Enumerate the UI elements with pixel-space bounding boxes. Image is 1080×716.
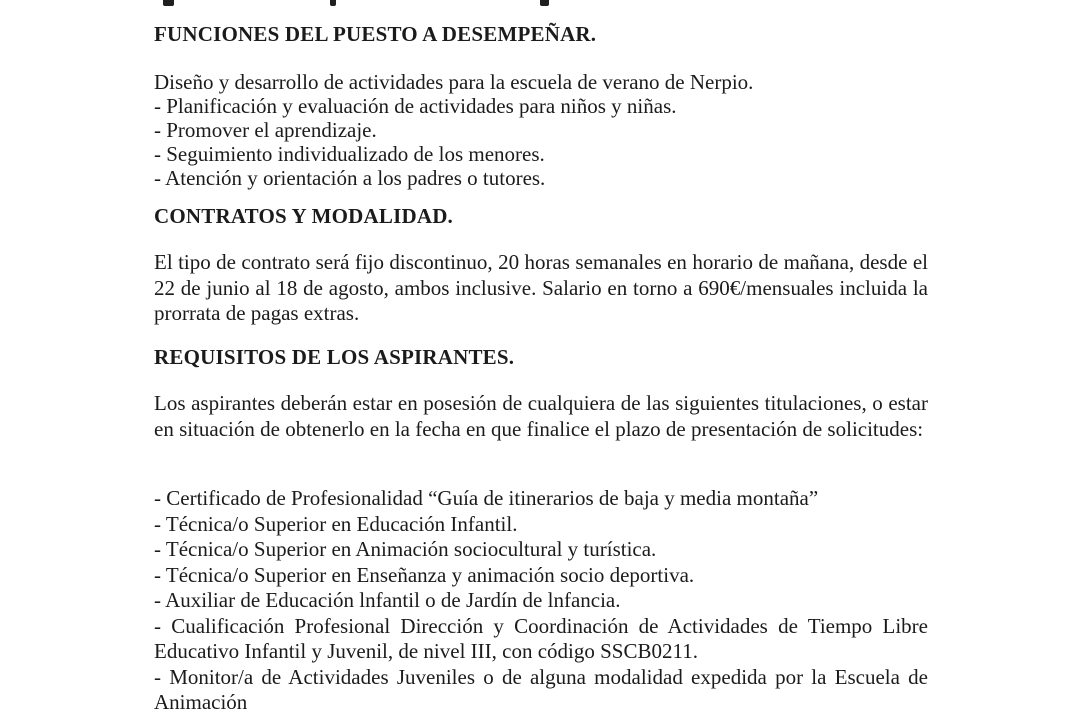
cut-off-text-fragment [540, 0, 549, 6]
list-item: - Atención y orientación a los padres o tutores. [154, 166, 546, 190]
list-item: - Técnica/o Superior en Enseñanza y animación socio deportiva. [154, 562, 695, 587]
list-item: - Certificado de Profesionalidad “Guía de itinerarios de baja y media montaña” [154, 486, 819, 510]
requisitos-list [154, 486, 928, 716]
cut-off-text-fragment [330, 0, 336, 6]
cut-off-text-fragment [163, 0, 174, 6]
section-heading-contratos: CONTRATOS Y MODALIDAD. [154, 204, 454, 228]
funciones-list [154, 70, 928, 190]
list-item: - Planificación y evaluación de actividades para niños y niñas. [154, 94, 677, 118]
list-item: - Técnica/o Superior en Animación sociocultural y turística. [154, 537, 657, 561]
list-item: - Auxiliar de Educación lnfantil o de Jardín de lnfancia. [154, 588, 621, 612]
list-item: - Cualificación Profesional Dirección y Coordinación de Actividades de Tiempo Libre Educativo Infantil y Juvenil, de nivel III, con código SSCB0211. [154, 613, 928, 663]
contratos-paragraph: El tipo de contrato será fijo discontinuo, 20 horas semanales en horario de mañana, desde el 22 de junio al 18 de agosto, ambos inclusive. Salario en torno a 690€/mensuales incluida la prorrata de pagas extras. [154, 250, 928, 325]
paragraph-line: Diseño y desarrollo de actividades para la escuela de verano de Nerpio. [154, 70, 754, 94]
list-item: - Promover el aprendizaje. [154, 118, 377, 142]
section-heading-requisitos: REQUISITOS DE LOS ASPIRANTES. [154, 345, 515, 369]
list-item: - Seguimiento individualizado de los menores. [154, 142, 545, 166]
requisitos-paragraph: Los aspirantes deberán estar en posesión de cualquiera de las siguientes titulaciones, o estar en situación de obtenerlo en la fecha en que finalice el plazo de presentación de solicitudes: [154, 391, 928, 441]
list-item: - Técnica/o Superior en Educación Infantil. [154, 511, 518, 536]
list-item-cut-off: - Monitor/a de Actividades Juveniles o de alguna modalidad expedida por la Escuela de Animación [154, 664, 928, 714]
section-heading-funciones: FUNCIONES DEL PUESTO A DESEMPEÑAR. [154, 22, 597, 46]
